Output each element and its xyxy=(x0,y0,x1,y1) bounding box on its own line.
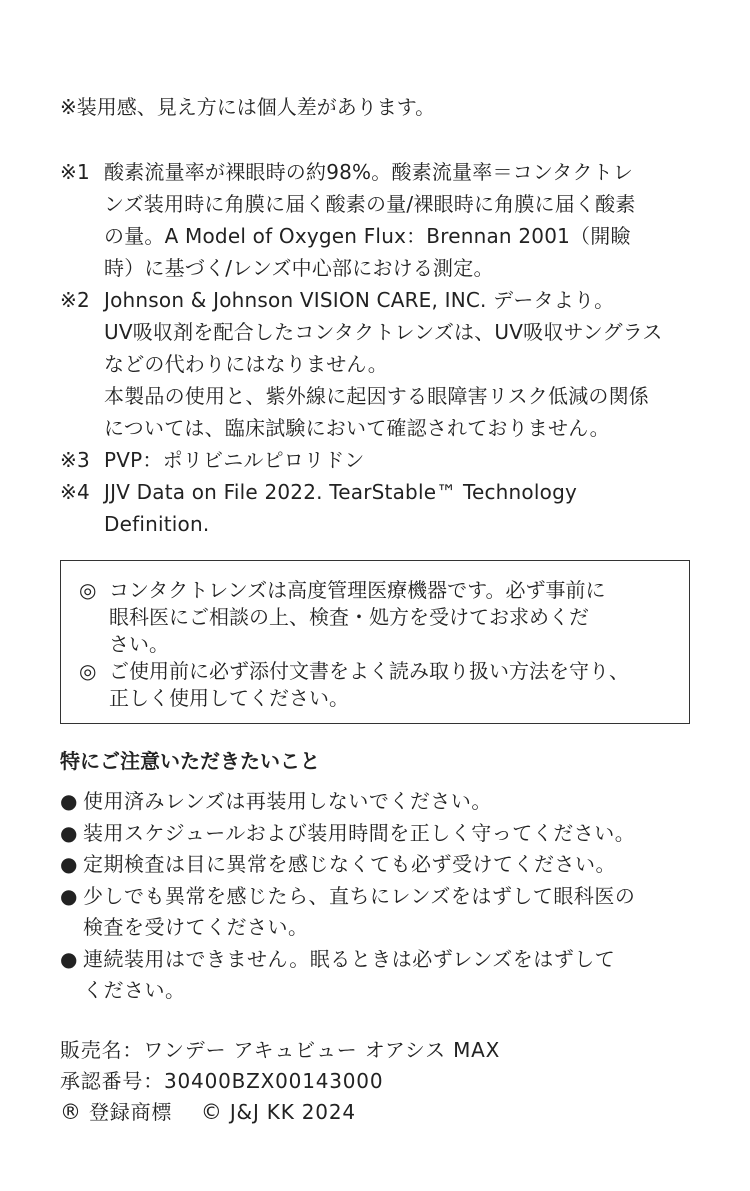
copyright-icon: © xyxy=(200,1100,223,1124)
caution-item xyxy=(60,944,700,1007)
product-info xyxy=(60,1035,700,1128)
footnote-line: PVP：ポリビニルピロリドン xyxy=(104,448,365,472)
footnote-line: ンズ装用時に角膜に届く酸素の量/裸眼時に角膜に届く酸素 xyxy=(104,192,636,216)
footnote-line: 時）に基づく/レンズ中心部における測定。 xyxy=(104,256,494,280)
footnote-mark: ※1 xyxy=(60,160,90,184)
bullet-icon: ● xyxy=(60,852,78,876)
footnote-line: JJV Data on File 2022. TearStable™ Technology xyxy=(104,480,577,504)
disclaimer-text: ※装用感、見え方には個人差があります。 xyxy=(60,95,436,119)
footnote-1 xyxy=(60,156,700,284)
bullet-icon: ● xyxy=(60,820,78,845)
footnote-line: の量。A Model of Oxygen Flux：Brennan 2001（開瞼 xyxy=(104,224,631,248)
footnote-mark: ※2 xyxy=(60,288,90,312)
warning-line: ご使用前に必ず添付文書をよく読み取り扱い方法を守り、 xyxy=(109,659,629,683)
footnote-mark: ※3 xyxy=(60,448,90,472)
footnote-2 xyxy=(60,284,700,444)
footnote-line: などの代わりにはなりません。 xyxy=(104,352,388,376)
footnote-line: については、臨床試験において確認されておりません。 xyxy=(104,416,610,440)
warning-item xyxy=(79,658,679,712)
caution-line: 定期検査は目に異常を感じなくても必ず受けてください。 xyxy=(83,852,616,876)
caution-line: 少しでも異常を感じたら、直ちにレンズをはずして眼科医の xyxy=(83,883,636,908)
warning-list xyxy=(79,577,679,712)
rights-line xyxy=(60,1097,700,1128)
caution-list xyxy=(60,786,700,1007)
warning-line: 正しく使用してください。 xyxy=(109,686,349,710)
footnote-line: 本製品の使用と、紫外線に起因する眼障害リスク低減の関係 xyxy=(104,384,649,408)
footnote-4 xyxy=(60,476,700,540)
footnote-3 xyxy=(60,444,700,476)
caution-line: 連続装用はできません。眠るときは必ずレンズをはずして xyxy=(83,946,616,971)
footnote-line: Johnson & Johnson VISION CARE, INC. データより。 xyxy=(104,288,615,312)
approval-number: 承認番号：30400BZX00143000 xyxy=(60,1069,384,1093)
double-circle-icon: ◎ xyxy=(79,659,97,683)
footnote-mark: ※4 xyxy=(60,480,90,504)
registered-trademark-text: 登録商標 xyxy=(88,1100,173,1124)
warning-line: コンタクトレンズは高度管理医療機器です。必ず事前に xyxy=(109,578,606,602)
bullet-icon: ● xyxy=(60,789,78,813)
sales-name: 販売名：ワンデー アキュビュー オアシス MAX xyxy=(60,1038,501,1062)
footnote-line: 酸素流量率が裸眼時の約98%。酸素流量率＝コンタクトレ xyxy=(104,160,634,184)
bullet-icon: ● xyxy=(60,946,78,971)
caution-line: 使用済みレンズは再装用しないでください。 xyxy=(83,789,492,813)
caution-item xyxy=(60,818,700,850)
caution-item xyxy=(60,786,700,818)
footnote-line: UV吸収剤を配合したコンタクトレンズは、UV吸収サングラス xyxy=(104,320,663,344)
warning-line: 眼科医にご相談の上、検査・処方を受けてお求めくだ xyxy=(109,605,589,629)
caution-line: ください。 xyxy=(83,978,186,1002)
footnote-line: Definition. xyxy=(104,512,210,536)
caution-heading: 特にご注意いただきたいこと xyxy=(60,749,320,773)
double-circle-icon: ◎ xyxy=(79,578,97,602)
footnote-list xyxy=(60,156,700,540)
warning-line: さい。 xyxy=(109,632,169,656)
warning-box xyxy=(60,560,690,724)
warning-item xyxy=(79,577,679,658)
copyright-text: J&J KK 2024 xyxy=(229,1100,356,1124)
caution-line: 装用スケジュールおよび装用時間を正しく守ってください。 xyxy=(83,820,636,845)
registered-trademark-icon: ® xyxy=(60,1100,82,1124)
caution-item xyxy=(60,881,700,944)
bullet-icon: ● xyxy=(60,883,78,908)
caution-line: 検査を受けてください。 xyxy=(83,915,309,939)
caution-item xyxy=(60,849,700,881)
